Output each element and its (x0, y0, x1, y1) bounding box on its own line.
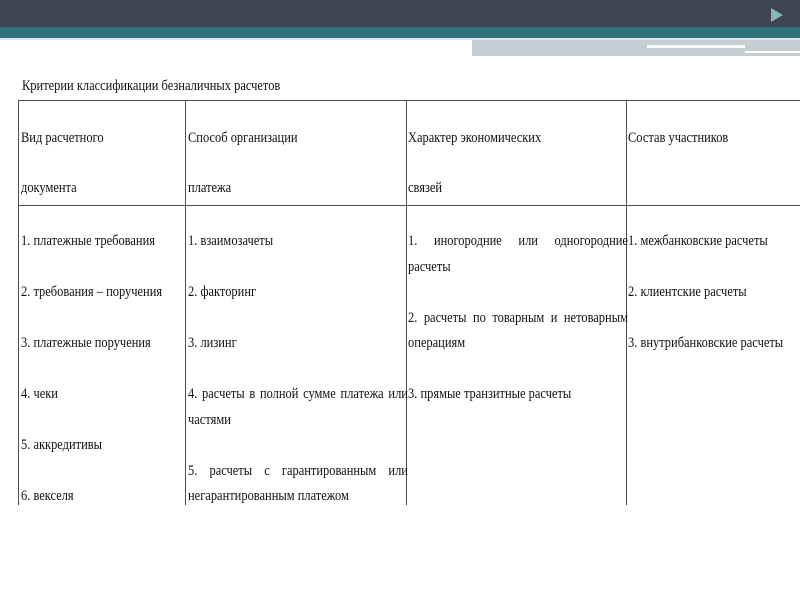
item-text-line: 4. чеки (21, 386, 58, 402)
header-dark-band (0, 0, 800, 27)
column-body (21, 229, 184, 505)
item-text-line: 5. расчеты с гарантированным или (188, 462, 408, 479)
slide-header (0, 0, 800, 60)
list-item (188, 229, 408, 255)
column-header (408, 126, 628, 226)
table-caption: Критерии классификации безналичных расчетов (22, 78, 281, 94)
list-item (21, 280, 184, 306)
item-text-line: 2. клиентские расчеты (628, 284, 747, 300)
column-header-line: Характер экономических (408, 130, 542, 146)
list-item (188, 280, 408, 306)
item-text-line: 4. расчеты в полной сумме платежа или (188, 386, 408, 402)
column-body (188, 229, 408, 505)
column-header-line: документа (21, 180, 77, 196)
column-header (628, 126, 798, 176)
header-gray-band (472, 40, 800, 56)
list-item (628, 331, 798, 357)
column-header-line: Вид расчетного (21, 130, 104, 146)
list-item (628, 280, 798, 306)
item-text-line: негарантированным платежом (188, 488, 349, 504)
item-text-line: частями (188, 411, 231, 428)
item-text-line: 3. платежные поручения (21, 335, 151, 351)
header-white-stripe (745, 51, 800, 53)
list-item (21, 433, 184, 459)
column-header-line: платежа (188, 180, 232, 196)
item-text-line: 5. аккредитивы (21, 437, 103, 453)
column-header (188, 126, 408, 226)
item-text-line: 2. факторинг (188, 284, 257, 300)
list-item (188, 382, 408, 433)
column-header-line: Состав участников (628, 130, 729, 146)
item-text-line: 3. внутрибанковские расчеты (628, 335, 784, 351)
list-item (21, 484, 184, 505)
item-text-line: 6. векселя (21, 488, 74, 504)
column-header-line: Способ организации (188, 130, 298, 146)
item-text-line: 2. расчеты по товарным и нетоварным (408, 309, 628, 326)
item-text-line: 2. требования – поручения (21, 284, 163, 300)
item-text-line: 1. платежные требования (21, 233, 155, 249)
item-text-line: 3. лизинг (188, 335, 237, 351)
list-item (21, 229, 184, 255)
list-item (408, 229, 628, 280)
list-item (628, 229, 798, 255)
header-light-line (0, 38, 800, 40)
classification-table (0, 60, 800, 505)
list-item (408, 306, 628, 357)
header-white-stripe (647, 45, 745, 48)
list-item (188, 331, 408, 357)
list-item (188, 459, 408, 506)
item-text-line: 1. межбанковские расчеты (628, 233, 768, 249)
column-header (21, 126, 184, 226)
column-header-line: связей (408, 180, 443, 196)
item-text-line: 1. иногородние или одногородние (408, 233, 628, 249)
column-body (628, 229, 798, 382)
column-body (408, 229, 628, 433)
item-text-line: расчеты (408, 258, 451, 275)
list-item (408, 382, 628, 408)
item-text-line: операциям (408, 335, 466, 351)
list-item (21, 331, 184, 357)
list-item (21, 382, 184, 408)
item-text-line: 3. прямые транзитные расчеты (408, 386, 572, 402)
header-teal-band (0, 27, 800, 38)
item-text-line: 1. взаимозачеты (188, 233, 274, 249)
